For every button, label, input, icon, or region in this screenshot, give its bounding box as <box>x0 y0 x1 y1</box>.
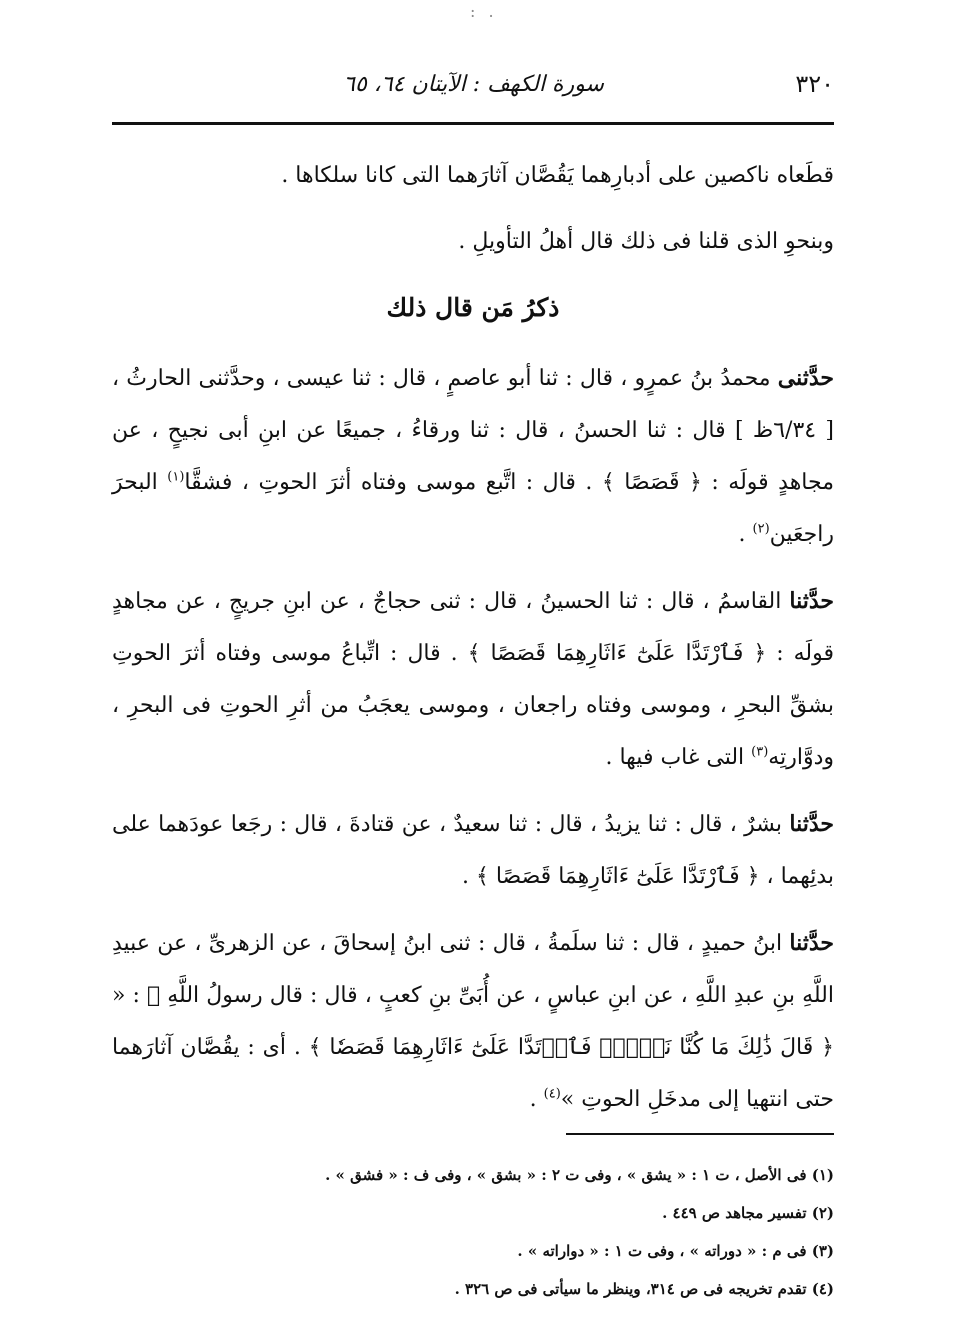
running-title: سورة الكهف : الآيتان ٦٤، ٦٥ <box>343 72 604 97</box>
footnote-ref-1: (١) <box>167 469 185 485</box>
footnote-ref-2: (٢) <box>752 521 770 537</box>
footnote-ref-3: (٣) <box>751 744 769 760</box>
footnote-4: (٤) تقدم تخريجه فى ص ٣١٤، وينظر ما سيأتى فى ص ٣٢٦ . <box>454 1280 834 1298</box>
footnote-ref-4: (٤) <box>543 1086 561 1102</box>
narration-3 <box>112 798 834 903</box>
narration-2-text: القاسمُ ، قال : ثنا الحسينُ ، قال : ثنى حجاجٌ ، عن ابنِ جريجٍ ، عن مجاهدٍ قولَه : ﴿ فَٱرْتَدَّا عَلَىٰٓ ءَاثَارِهِمَا قَصَصًا ﴾ . قال : اتِّباعُ موسى وفتاه أثرَ الحوتِ بشقِّ البحرِ ، وموسى وفتاه راجعان ، وموسى يعجَبُ من أثرِ الحوتِ فى البحرِ ، ودوَّارتِه <box>112 589 834 770</box>
narration-4-text-end: . <box>529 1087 544 1112</box>
footnote-1: (١) فى الأصل ، ت ١ : « يشق » ، وفى ت ٢ : « بشق » ، وفى ف : « فشق » . <box>325 1166 834 1184</box>
narration-3-lead: حدَّثنا <box>789 811 834 837</box>
narration-1-lead: حدَّثنى <box>777 365 834 391</box>
top-dots-mark: : . <box>470 2 498 21</box>
narration-4 <box>112 917 834 1126</box>
page-number: ٣٢٠ <box>795 70 834 98</box>
narration-1-text-end: . <box>738 522 753 547</box>
narration-1 <box>112 352 834 561</box>
narration-2 <box>112 575 834 784</box>
footnote-3: (٣) فى م : « دوراته » ، وفى ت ١ : « دواراته » . <box>517 1242 834 1260</box>
narration-1-text: محمدُ بنُ عمرٍو ، قال : ثنا أبو عاصمٍ ، قال : ثنا عيسى ، وحدَّثنى الحارثُ ، [ ٦/٣٤ظ ] قال : ثنا الحسنُ ، قال : ثنا ورقاءُ ، جميعًا عن ابنِ أبى نجيحٍ ، عن مجاهدٍ قولَه : ﴿ قَصَصًا ﴾ . قال : اتَّبع موسى وفتاه أثرَ الحوتِ ، فشقَّا <box>112 366 835 495</box>
narration-4-text: ابنُ حميدٍ ، قال : ثنا سلَمةُ ، قال : ثنى ابنُ إسحاقَ ، عن الزهرىِّ ، عن عبيدِ اللَّهِ بنِ عبدِ اللَّهِ ، عن ابنِ عباسٍ ، عن أُبَىِّ بنِ كعبٍ ، قال : قال رسولُ اللَّهِ ﷺ : « ﴿ قَالَ ذَٰلِكَ مَا كُنَّا نَبۡغِۚ فَٱرۡتَدَّا عَلَىٰٓ ءَاثَارِهِمَا قَصَصٗا ﴾ . أى : يقُصَّان آثارَهما حتى انتهيا إلى مدخَلِ الحوتِ » <box>112 931 834 1112</box>
section-heading: ذكرُ مَن قال ذلك <box>386 293 560 322</box>
narration-1-text-mid: البحرَ راجعَين <box>112 470 834 547</box>
paragraph-1: قطَعاه ناكصين على أدبارِهما يَقُصَّان آثارَهما التى كانا سلكاها . <box>281 163 834 188</box>
narration-2-text-end: التى غاب فيها . <box>605 745 752 770</box>
footnote-rule <box>566 1133 834 1135</box>
footnotes <box>112 1156 834 1308</box>
narration-3-text: بشرٌ ، قال : ثنا يزيدُ ، قال : ثنا سعيدٌ ، عن قتادةَ ، قال : رجَعا عودَهما على بدئِهما ، ﴿ فَٱرْتَدَّا عَلَىٰٓ ءَاثَارِهِمَا قَصَصًا ﴾ . <box>112 812 834 889</box>
narration-2-lead: حدَّثنا <box>789 588 835 614</box>
footnote-2: (٢) تفسير مجاهد ص ٤٤٩ . <box>662 1204 834 1222</box>
narration-4-lead: حدَّثنا <box>789 930 834 956</box>
paragraph-2: وبنحوِ الذى قلنا فى ذلك قال أهلُ التأويلِ . <box>458 229 834 254</box>
header-rule <box>112 122 834 125</box>
page-header <box>112 70 834 110</box>
main-text <box>112 150 834 1140</box>
